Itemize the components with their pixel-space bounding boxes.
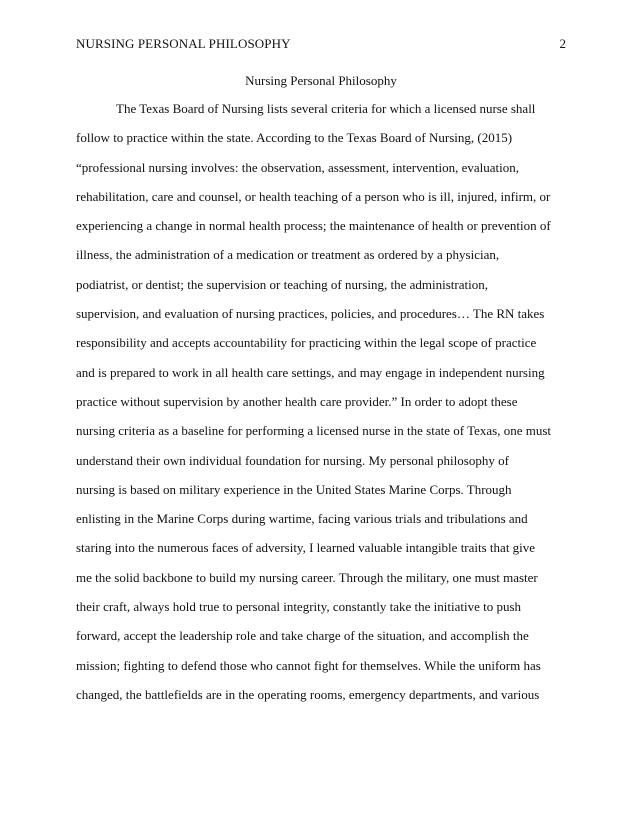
text-line: me the solid backbone to build my nursing career. Through the military, one must master: [76, 569, 538, 585]
page-number: 2: [559, 36, 566, 51]
text-line: practice without supervision by another health care provider.” In order to adopt these: [76, 393, 518, 409]
text-line: responsibility and accepts accountability for practicing within the legal scope of practice: [76, 335, 537, 351]
text-line: nursing is based on military experience in the United States Marine Corps. Through: [76, 481, 512, 497]
text-line: staring into the numerous faces of adversity, I learned valuable intangible traits that give: [76, 540, 536, 556]
text-line: podiatrist, or dentist; the supervision or teaching of nursing, the administration,: [76, 276, 488, 292]
text-line: The Texas Board of Nursing lists several criteria for which a licensed nurse shall: [116, 101, 536, 116]
text-line: their craft, always hold true to personal integrity, constantly take the initiative to push: [76, 599, 522, 615]
text-line: mission; fighting to defend those who cannot fight for themselves. While the uniform has: [76, 657, 541, 673]
text-line: rehabilitation, care and counsel, or health teaching of a person who is ill, injured, infirm, or: [76, 188, 551, 204]
text-line: enlisting in the Marine Corps during wartime, facing various trials and tribulations and: [76, 511, 528, 527]
text-line: experiencing a change in normal health process; the maintenance of health or prevention of: [76, 218, 551, 234]
text-line: “professional nursing involves: the observation, assessment, intervention, evaluation,: [76, 159, 519, 175]
text-line: understand their own individual foundation for nursing. My personal philosophy of: [76, 452, 509, 468]
text-line: nursing criteria as a baseline for performing a licensed nurse in the state of Texas, one must: [76, 423, 552, 439]
running-head-title: NURSING PERSONAL PHILOSOPHY: [76, 36, 291, 51]
text-line: illness, the administration of a medication or treatment as ordered by a physician,: [76, 247, 500, 263]
text-line: and is prepared to work in all health care settings, and may engage in independent nursing: [76, 364, 545, 380]
text-line: supervision, and evaluation of nursing practices, policies, and procedures… The RN takes: [76, 306, 545, 322]
text-line: forward, accept the leadership role and take charge of the situation, and accomplish the: [76, 628, 529, 644]
document-title: Nursing Personal Philosophy: [245, 73, 397, 88]
body-paragraph: [76, 101, 571, 716]
text-line: changed, the battlefields are in the operating rooms, emergency departments, and various: [76, 686, 540, 702]
text-line: follow to practice within the state. According to the Texas Board of Nursing, (2015): [76, 130, 513, 146]
running-head: [76, 36, 566, 52]
